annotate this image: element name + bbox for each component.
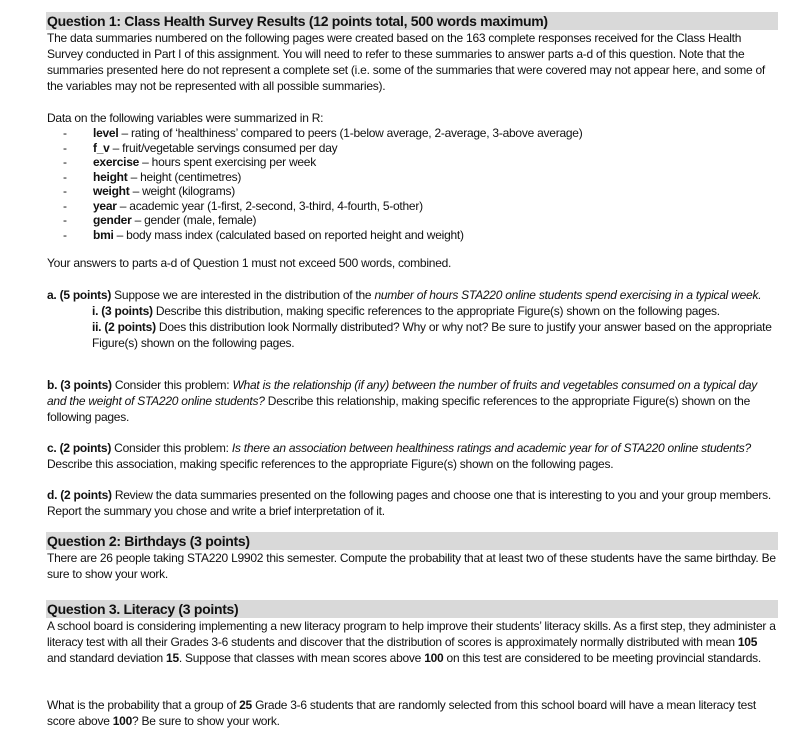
question-2-text: There are 26 people taking STA220 L9902 this semester. Compute the probability that at least two of these students have the same birthday. Be sure to show your work. [47, 551, 776, 581]
variable-item [47, 228, 777, 243]
question-3-paragraph-1 [47, 618, 777, 666]
part-d-text: Review the data summaries presented on the following pages and choose one that is interesting to you and your group members. Report the summary you chose and write a brief interpretation of it. [47, 488, 771, 518]
bullet-dash: - [63, 126, 67, 140]
question-2-heading: Question 2: Birthdays (3 points) [46, 532, 778, 550]
text: and standard deviation [47, 651, 167, 665]
text: . Suppose that classes with mean scores above [178, 651, 425, 665]
part-d [47, 487, 777, 519]
variable-description: – gender (male, female) [131, 213, 257, 227]
bullet-dash: - [63, 169, 67, 184]
part-b-label: b. (3 points) [47, 378, 112, 392]
variable-description: – hours spent exercising per week [139, 155, 316, 169]
part-a-label: a. (5 points) [47, 288, 112, 302]
part-c-text: Consider this problem: [111, 441, 232, 455]
text: What is the probability that a group of [47, 698, 240, 712]
variable-item [47, 155, 777, 170]
variable-item [47, 170, 777, 185]
variable-description: – academic year (1-first, 2-second, 3-third, 4-fourth, 5-other) [116, 198, 423, 213]
variable-item [47, 141, 777, 156]
text: Grade 3-6 students that are randomly selected from this school board will have a mean literacy test score above [47, 698, 756, 728]
part-d-label: d. (2 points) [47, 488, 112, 502]
question-1-intro: The data summaries numbered on the following pages were created based on the 163 complete responses received for the Class Health Survey conducted in Part I of this assignment. You will need to refer to these summaries to answer parts a-d of this question. Note that the summaries presented here do not represent a complete set (i.e. some of the summaries that were covered may not appear here, and some of the variables may not be represented with all possible summaries). [47, 31, 765, 93]
part-a-i [47, 303, 777, 319]
part-a [47, 287, 777, 351]
bullet-dash: - [63, 227, 67, 242]
variables-section [47, 110, 777, 242]
part-b [47, 377, 777, 425]
threshold-value: 100 [112, 714, 132, 728]
part-a-i-text: Describe this distribution, making specific references to the appropriate Figure(s) shown on the following pages. [152, 304, 720, 318]
text: on this test are considered to be meeting provincial standards. [443, 651, 761, 665]
variable-name: f_v [93, 140, 110, 155]
part-a-italic: number of hours STA220 online students spend exercising in a typical week. [374, 288, 762, 302]
part-c [47, 440, 777, 472]
part-b-text: Consider this problem: [111, 378, 233, 392]
part-a-i-label: i. (3 points) [92, 304, 153, 318]
bullet-dash: - [63, 184, 67, 198]
variable-description: – height (centimetres) [127, 169, 242, 184]
part-a-ii-label: ii. (2 points) [92, 320, 156, 334]
bullet-dash: - [63, 140, 67, 155]
part-c-italic: Is there an association between healthiness ratings and academic year for of STA220 online students? [231, 441, 751, 455]
variable-name: exercise [93, 155, 140, 169]
variable-item [47, 184, 777, 199]
text: ? Be sure to show your work. [132, 714, 280, 728]
variable-name: bmi [93, 227, 114, 242]
variable-name: weight [93, 184, 130, 198]
bullet-dash: - [63, 155, 67, 169]
sample-size: 25 [239, 698, 252, 712]
bullet-dash: - [63, 213, 67, 227]
variable-description: – fruit/vegetable servings consumed per day [109, 140, 338, 155]
variable-name: level [93, 126, 119, 140]
part-a-text: Suppose we are interested in the distribution of the [111, 288, 375, 302]
part-a-ii [47, 319, 777, 351]
part-c-text2: Describe this association, making specific references to the appropriate Figure(s) shown on the following pages. [47, 457, 614, 471]
bullet-dash: - [63, 198, 67, 213]
variable-name: gender [93, 213, 132, 227]
part-b-italic: What is the relationship (if any) between the number of fruits and vegetables consumed on a typical day and the weight of STA220 online students? [47, 378, 758, 408]
question-3-paragraph-2 [47, 697, 777, 729]
variable-item [47, 213, 777, 228]
question-1-heading: Question 1: Class Health Survey Results (12 points total, 500 words maximum) [46, 12, 778, 30]
threshold-value: 100 [424, 651, 444, 665]
variable-description: – weight (kilograms) [129, 184, 235, 198]
variables-intro: Data on the following variables were summarized in R: [47, 111, 324, 125]
mean-value: 105 [737, 635, 758, 649]
variable-name: height [93, 169, 128, 184]
sd-value: 15 [166, 651, 179, 665]
variable-item [47, 199, 777, 214]
text: A school board is considering implementing a new literacy program to help improve their students’ literacy skills. As a first step, they administer a literacy test with all their Grades 3-6 students and discover that the distribution of scores is approximately normally distributed with mean [47, 619, 776, 649]
part-a-ii-text: Does this distribution look Normally distributed? Why or why not? Be sure to justify your answer based on the appropriate Figure(s) shown on the following pages. [92, 320, 772, 350]
variable-item [47, 126, 777, 141]
question-3-heading: Question 3. Literacy (3 points) [46, 600, 778, 618]
part-b-text2: Describe this relationship, making specific references to the appropriate Figure(s) shown on the following pages. [47, 394, 751, 424]
variable-description: – rating of ‘healthiness’ compared to peers (1-below average, 2-average, 3-above average) [118, 126, 583, 140]
word-limit-note: Your answers to parts a-d of Question 1 must not exceed 500 words, combined. [47, 256, 452, 270]
variables-list [47, 126, 777, 242]
variable-name: year [93, 198, 117, 213]
variable-description: – body mass index (calculated based on reported height and weight) [113, 227, 464, 242]
part-c-label: c. (2 points) [47, 441, 112, 455]
